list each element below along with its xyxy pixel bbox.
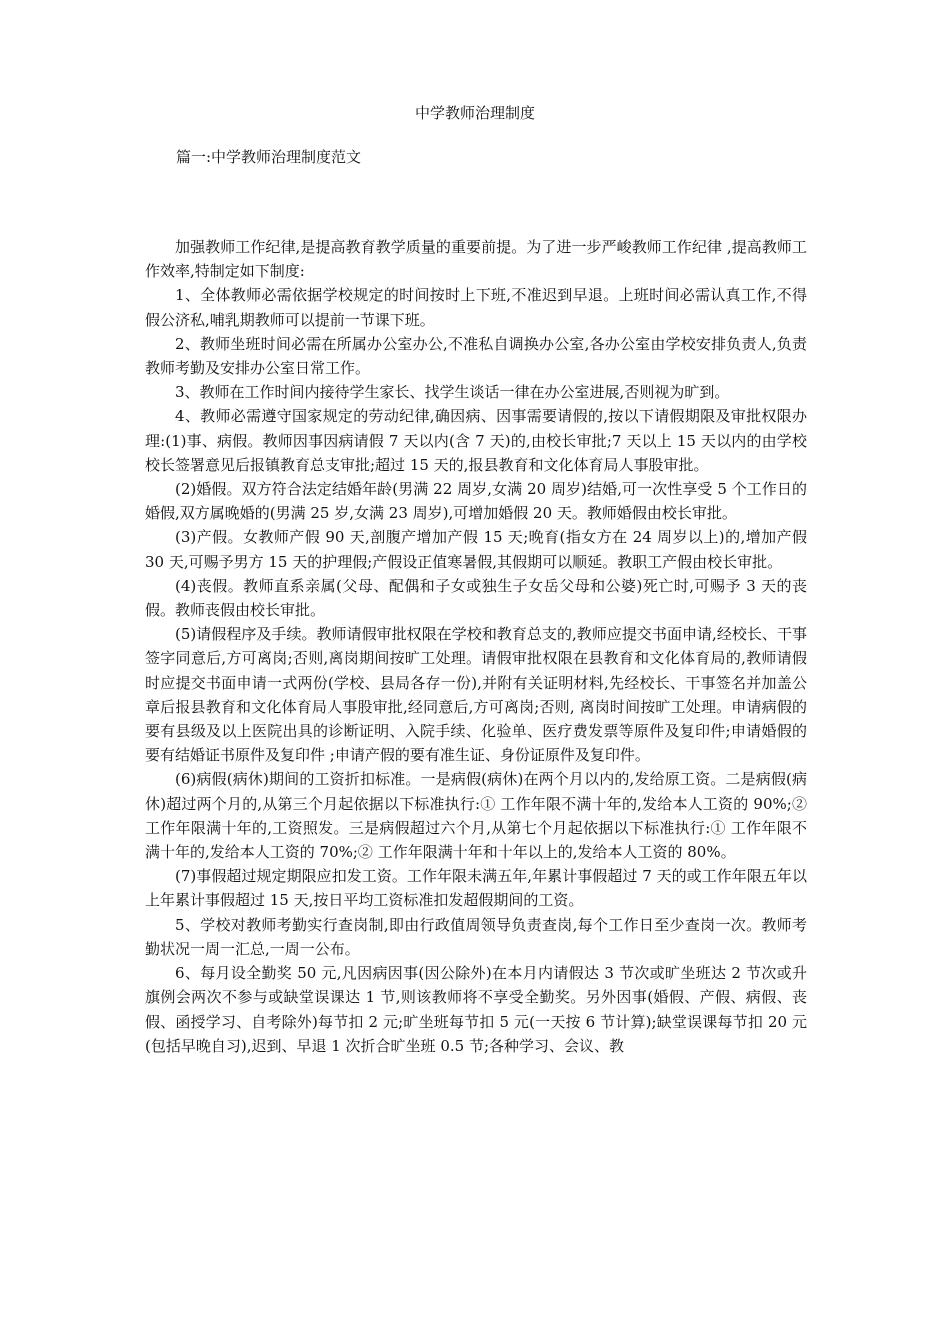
document-body [145, 235, 807, 1058]
paragraph-marriage-leave: (2)婚假。双方符合法定结婚年龄(男满 22 周岁,女满 20 周岁)结婚,可一次性享受 5 个工作日的婚假,双方属晚婚的(男满 25 岁,女满 23 周岁),可增加婚假 20 天。教师婚假由校长审批。 [145, 480, 807, 523]
paragraph-rule-3: 3、教师在工作时间内接待学生家长、找学生谈话一律在办公室进展,否则视为旷到。 [175, 383, 730, 402]
paragraph-maternity-leave: (3)产假。女教师产假 90 天,剖腹产增加产假 15 天;晚育(指女方在 24 周岁以上)的,增加产假 30 天,可赐予男方 15 天的护理假;产假设正值寒暑假,其假期可以顺延。教职工产假由校长审批。 [145, 528, 807, 571]
document-title: 中学教师治理制度 [414, 104, 535, 122]
paragraph-rule-5: 5、学校对教师考勤实行查岗制,即由行政值周领导负责查岗,每个工作日至少查岗一次。教师考勤状况一周一汇总,一周一公布。 [145, 915, 807, 958]
paragraph-leave-procedure: (5)请假程序及手续。教师请假审批权限在学校和教育总支的,教师应提交书面申请,经校长、干事签字同意后,方可离岗;否则,离岗期间按旷工处理。请假审批权限在县教育和文化体育局的,教师请假时应提交书面申请一式两份(学校、县局各存一份),并附有关证明材料,先经校长、干事签名并加盖公章后报县教育和文化体育局人事股审批,经同意后,方可离岗;否则, 离岗时间按旷工处理。申请病假的要有县级及以上医院出具的诊断证明、入院手续、化验单、医疗费发票等原件及复印件;申请婚假的要有结婚证书原件及复印件 ;申请产假的要有准生证、身份证原件及复印件。 [145, 625, 807, 765]
paragraph-rule-6: 6、每月设全勤奖 50 元,凡因病因事(因公除外)在本月内请假达 3 节次或旷坐班达 2 节次或升旗例会两次不参与或缺堂误课达 1 节,则该教师将不享受全勤奖。另外因事(婚假、产假、病假、丧假、函授学习、自考除外)每节扣 2 元;旷坐班每节扣 5 元(一天按 6 节计算);缺堂误课每节扣 20 元(包括早晚自习),迟到、早退 1 次折合旷坐班 0.5 节;各种学习、会议、教 [145, 964, 807, 1055]
paragraph-rule-1: 1、全体教师必需依据学校规定的时间按时上下班,不准迟到早退。上班时间必需认真工作,不得假公济私,哺乳期教师可以提前一节课下班。 [145, 286, 807, 329]
paragraph-funeral-leave: (4)丧假。教师直系亲属(父母、配偶和子女或独生子女岳父母和公婆)死亡时,可赐予 3 天的丧假。教师丧假由校长审批。 [145, 576, 807, 620]
paragraph-intro: 加强教师工作纪律,是提高教育教学质量的重要前提。为了进一步严峻教师工作纪律 ,提高教师工作效率,特制定如下制度: [145, 238, 807, 281]
paragraph-rule-2: 2、教师坐班时间必需在所属办公室办公,不准私自调换办公室,各办公室由学校安排负责人,负责教师考勤及安排办公室日常工作。 [145, 334, 807, 378]
document-subtitle: 篇一:中学教师治理制度范文 [176, 148, 362, 166]
paragraph-personal-leave-deduction: (7)事假超过规定期限应扣发工资。工作年限未满五年,年累计事假超过 7 天的或工作年限五年以上年累计事假超过 15 天,按日平均工资标准扣发超假期间的工资。 [145, 867, 807, 910]
paragraph-sick-pay: (6)病假(病休)期间的工资折扣标准。一是病假(病休)在两个月以内的,发给原工资。二是病假(病休)超过两个月的,从第三个月起依据以下标准执行:① 工作年限不满十年的,发给本人工资的 90%;② 工作年限满十年的,工资照发。三是病假超过六个月,从第七个月起依据以下标准执行:① 工作年限不满十年的,发给本人工资的 70%;② 工作年限满十年和十年以上的,发给本人工资的 80%。 [145, 770, 807, 862]
paragraph-rule-4: 4、教师必需遵守国家规定的劳动纪律,确因病、因事需要请假的,按以下请假期限及审批权限办理:(1)事、病假。教师因事因病请假 7 天以内(含 7 天)的,由校长审批;7 天以上 15 天以内的由学校校长签署意见后报镇教育总支审批;超过 15 天的,报县教育和文化体育局人事股审批。 [145, 407, 807, 474]
